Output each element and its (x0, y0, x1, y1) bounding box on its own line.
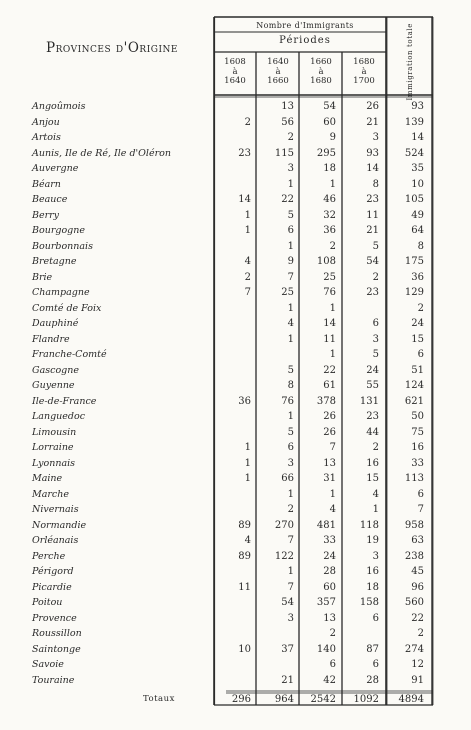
period-value-cell: 9 (329, 132, 336, 143)
total-value-cell: 50 (411, 411, 424, 422)
period-value-cell: 54 (323, 101, 336, 112)
total-value-cell: 124 (404, 380, 424, 391)
period-value-cell: 10 (238, 643, 251, 655)
period-value-cell: 36 (323, 225, 336, 236)
total-cell: 964 (274, 694, 294, 705)
province-name: Anjou (32, 116, 60, 128)
period-value-cell: 1 (287, 302, 294, 314)
province-name: Saintonge (32, 643, 81, 655)
period-value-cell: 1 (244, 473, 251, 484)
province-name: Angoûmois (32, 101, 86, 112)
total-cell: 296 (231, 694, 251, 705)
period-value-cell: 1 (329, 302, 336, 314)
period-value-cell: 11 (238, 581, 251, 593)
period-value-cell: 1 (287, 488, 294, 500)
period-value-cell: 31 (323, 473, 336, 484)
province-name: Béarn (32, 178, 61, 190)
province-name: Périgord (32, 566, 74, 577)
table-row (0, 365, 471, 380)
period-value-cell: 481 (316, 519, 336, 531)
period-value-cell: 2 (244, 271, 251, 283)
period-value-cell: 89 (238, 550, 251, 562)
period-value-cell: 16 (366, 566, 379, 577)
period-value-cell: 14 (323, 318, 336, 329)
table-row (0, 566, 471, 581)
period-value-cell: 21 (281, 674, 294, 686)
period-value-cell: 2 (372, 271, 379, 283)
province-name: Berry (32, 209, 60, 221)
total-value-cell: 36 (411, 271, 424, 283)
period-value-cell: 22 (281, 194, 294, 205)
province-name: Franche-Comté (32, 349, 107, 360)
table-row (0, 287, 471, 302)
period-value-cell: 24 (366, 364, 379, 376)
total-value-cell: 6 (417, 349, 424, 360)
period-value-cell: 19 (366, 535, 379, 546)
table-row (0, 163, 471, 178)
province-name: Gascogne (32, 364, 79, 376)
province-name: Touraine (32, 674, 75, 686)
period-value-cell: 4 (372, 488, 379, 500)
period-value-cell: 1 (372, 504, 379, 515)
period-value-cell: 357 (316, 597, 336, 608)
total-cell: 4894 (398, 694, 424, 705)
province-name: Maine (32, 473, 63, 484)
period-value-cell: 6 (372, 612, 379, 624)
period-value-cell: 46 (323, 194, 336, 205)
period-value-cell: 115 (274, 147, 294, 159)
table-row (0, 272, 471, 287)
period-value-cell: 2 (244, 116, 251, 128)
total-value-cell: 10 (411, 178, 424, 190)
period-value-cell: 5 (287, 209, 294, 221)
table-row (0, 117, 471, 132)
period-value-cell: 61 (323, 380, 336, 391)
period-value-cell: 1 (287, 566, 294, 577)
period-value-cell: 6 (372, 318, 379, 329)
period-value-cell: 4 (244, 535, 251, 546)
total-value-cell: 49 (411, 209, 424, 221)
province-name: Marche (32, 488, 69, 500)
province-name: Lyonnais (32, 457, 76, 469)
table-row (0, 628, 471, 643)
period-value-cell: 9 (287, 256, 294, 267)
total-value-cell: 33 (411, 457, 424, 469)
total-value-cell: 24 (411, 318, 424, 329)
table-row (0, 241, 471, 256)
period-value-cell: 295 (316, 147, 336, 159)
table-row (0, 132, 471, 147)
period-value-cell: 11 (323, 333, 336, 345)
period-value-cell: 1 (244, 457, 251, 469)
period-value-cell: 4 (329, 504, 336, 515)
province-name: Provence (32, 612, 77, 624)
table-row (0, 613, 471, 628)
periodes-header: Périodes (279, 35, 331, 46)
table-row (0, 225, 471, 240)
period-value-cell: 1 (287, 333, 294, 345)
table-row (0, 396, 471, 411)
period-value-cell: 76 (323, 287, 336, 298)
period-value-cell: 1 (244, 209, 251, 221)
period-value-cell: 8 (287, 380, 294, 391)
table-row (0, 458, 471, 473)
period-value-cell: 5 (372, 240, 379, 252)
period-value-cell: 1 (287, 178, 294, 190)
period-value-cell: 26 (323, 426, 336, 438)
period-value-cell: 24 (323, 550, 336, 562)
period-value-cell: 18 (366, 581, 379, 593)
period-value-cell: 25 (323, 271, 336, 283)
period-value-cell: 158 (359, 597, 379, 608)
province-name: Normandie (32, 519, 87, 531)
table-row (0, 334, 471, 349)
total-header-label: Immigration totale (405, 23, 414, 101)
province-name: Bretagne (32, 256, 77, 267)
total-value-cell: 8 (417, 240, 424, 252)
period-value-cell: 16 (366, 457, 379, 469)
period-value-cell: 22 (323, 364, 336, 376)
period-value-cell: 7 (287, 535, 294, 546)
total-value-cell: 560 (404, 597, 424, 608)
province-name: Dauphiné (32, 318, 79, 329)
period-value-cell: 7 (287, 581, 294, 593)
table-row (0, 520, 471, 535)
period-header-4: 1680 à 1700 (353, 57, 375, 86)
table-row (0, 442, 471, 457)
period-value-cell: 1 (287, 411, 294, 422)
total-value-cell: 51 (411, 364, 424, 376)
table-row (0, 380, 471, 395)
period-value-cell: 32 (323, 209, 336, 221)
total-value-cell: 75 (411, 426, 424, 438)
period-value-cell: 6 (287, 225, 294, 236)
period-value-cell: 8 (372, 178, 379, 190)
province-name: Bourgogne (32, 225, 85, 236)
period-value-cell: 87 (366, 643, 379, 655)
total-value-cell: 22 (411, 612, 424, 624)
province-name: Guyenne (32, 380, 75, 391)
period-value-cell: 21 (366, 116, 379, 128)
period-value-cell: 23 (366, 194, 379, 205)
table-row (0, 194, 471, 209)
table-row (0, 675, 471, 690)
total-value-cell: 238 (404, 550, 424, 562)
period-value-cell: 37 (281, 643, 294, 655)
total-value-cell: 958 (404, 519, 424, 531)
period-value-cell: 26 (366, 101, 379, 112)
province-name: Aunis, Ile de Ré, Ile d'Oléron (32, 147, 171, 159)
table-row (0, 473, 471, 488)
table-row (0, 551, 471, 566)
period-value-cell: 108 (316, 256, 336, 267)
total-value-cell: 91 (411, 674, 424, 686)
period-value-cell: 2 (329, 628, 336, 639)
period-value-cell: 7 (244, 287, 251, 298)
period-value-cell: 3 (372, 550, 379, 562)
province-name: Champagne (32, 287, 90, 298)
province-name: Orléanais (32, 535, 79, 546)
province-name: Artois (32, 132, 61, 143)
period-value-cell: 1 (329, 488, 336, 500)
province-name: Bourbonnais (32, 240, 93, 252)
table-row (0, 582, 471, 597)
period-value-cell: 4 (244, 256, 251, 267)
table-row (0, 427, 471, 442)
period-value-cell: 18 (323, 163, 336, 174)
total-value-cell: 15 (411, 333, 424, 345)
period-value-cell: 7 (329, 442, 336, 453)
period-value-cell: 122 (274, 550, 294, 562)
province-name: Ile-de-France (32, 395, 97, 407)
total-value-cell: 113 (404, 473, 424, 484)
total-value-cell: 7 (417, 504, 424, 515)
period-value-cell: 1 (287, 240, 294, 252)
total-value-cell: 12 (411, 659, 424, 670)
total-value-cell: 105 (404, 194, 424, 205)
table-row (0, 644, 471, 659)
table-row (0, 318, 471, 333)
total-value-cell: 6 (417, 488, 424, 500)
table-row (0, 489, 471, 504)
province-name: Roussillon (32, 628, 82, 639)
period-value-cell: 1 (244, 442, 251, 453)
province-name: Auvergne (32, 163, 79, 174)
total-value-cell: 621 (404, 395, 424, 407)
period-value-cell: 89 (238, 519, 251, 531)
total-header (388, 22, 432, 102)
nombre-header: Nombre d'Immigrants (256, 21, 354, 30)
period-value-cell: 5 (372, 349, 379, 360)
period-value-cell: 5 (287, 426, 294, 438)
period-value-cell: 3 (287, 612, 294, 624)
total-value-cell: 63 (411, 535, 424, 546)
period-value-cell: 28 (323, 566, 336, 577)
period-value-cell: 13 (323, 457, 336, 469)
table-row (0, 504, 471, 519)
period-value-cell: 140 (316, 643, 336, 655)
period-value-cell: 3 (372, 333, 379, 345)
period-value-cell: 23 (238, 147, 251, 159)
province-name: Poitou (32, 597, 63, 608)
period-header-1: 1608 à 1640 (224, 57, 246, 86)
period-value-cell: 6 (372, 659, 379, 670)
province-name: Nivernais (32, 504, 79, 515)
period-value-cell: 14 (238, 194, 251, 205)
total-value-cell: 14 (411, 132, 424, 143)
table-row (0, 101, 471, 116)
period-value-cell: 93 (366, 147, 379, 159)
total-value-cell: 45 (411, 566, 424, 577)
period-value-cell: 11 (366, 209, 379, 221)
period-value-cell: 13 (281, 101, 294, 112)
period-value-cell: 33 (323, 535, 336, 546)
table-row (0, 210, 471, 225)
total-value-cell: 16 (411, 442, 424, 453)
period-value-cell: 60 (323, 116, 336, 128)
province-name: Comté de Foix (32, 302, 102, 314)
total-value-cell: 524 (404, 147, 424, 159)
province-name: Flandre (32, 333, 70, 345)
table-row (0, 659, 471, 674)
total-value-cell: 129 (404, 287, 424, 298)
period-header-2: 1640 à 1660 (267, 57, 289, 86)
period-value-cell: 54 (366, 256, 379, 267)
period-value-cell: 76 (281, 395, 294, 407)
province-name: Savoie (32, 659, 64, 670)
period-value-cell: 66 (281, 473, 294, 484)
period-value-cell: 270 (274, 519, 294, 531)
period-value-cell: 21 (366, 225, 379, 236)
period-value-cell: 131 (359, 395, 379, 407)
period-header-3: 1660 à 1680 (310, 57, 332, 86)
totals-row (0, 694, 471, 709)
period-value-cell: 6 (329, 659, 336, 670)
table-row (0, 535, 471, 550)
table-row (0, 179, 471, 194)
total-value-cell: 175 (404, 256, 424, 267)
province-name: Picardie (32, 581, 72, 593)
period-value-cell: 1 (329, 349, 336, 360)
period-value-cell: 14 (366, 163, 379, 174)
total-value-cell: 96 (411, 581, 424, 593)
period-value-cell: 60 (323, 581, 336, 593)
total-value-cell: 93 (411, 101, 424, 112)
province-name: Limousin (32, 426, 77, 438)
period-value-cell: 28 (366, 674, 379, 686)
period-value-cell: 44 (366, 426, 379, 438)
period-value-cell: 23 (366, 411, 379, 422)
provinces-header: Provinces d'Origine (46, 40, 178, 56)
province-name: Perche (32, 550, 66, 562)
total-value-cell: 35 (411, 163, 424, 174)
period-value-cell: 56 (281, 116, 294, 128)
period-value-cell: 3 (287, 163, 294, 174)
period-value-cell: 2 (287, 132, 294, 143)
period-value-cell: 4 (287, 318, 294, 329)
total-value-cell: 64 (411, 225, 424, 236)
table-row (0, 411, 471, 426)
period-value-cell: 5 (287, 364, 294, 376)
table-row (0, 303, 471, 318)
total-value-cell: 274 (404, 643, 424, 655)
period-value-cell: 25 (281, 287, 294, 298)
period-value-cell: 1 (329, 178, 336, 190)
period-value-cell: 1 (244, 225, 251, 236)
period-value-cell: 15 (366, 473, 379, 484)
period-value-cell: 3 (372, 132, 379, 143)
totals-label: Totaux (143, 694, 175, 704)
period-value-cell: 55 (366, 380, 379, 391)
province-name: Beauce (32, 194, 68, 205)
province-name: Brie (32, 271, 53, 283)
period-value-cell: 378 (316, 395, 336, 407)
total-value-cell: 2 (417, 628, 424, 639)
period-value-cell: 36 (238, 395, 251, 407)
period-value-cell: 6 (287, 442, 294, 453)
period-value-cell: 13 (323, 612, 336, 624)
period-value-cell: 2 (287, 504, 294, 515)
table-row (0, 256, 471, 271)
total-cell: 2542 (310, 694, 336, 705)
province-name: Lorraine (32, 442, 74, 453)
period-value-cell: 23 (366, 287, 379, 298)
period-value-cell: 2 (372, 442, 379, 453)
period-value-cell: 7 (287, 271, 294, 283)
total-cell: 1092 (353, 694, 379, 705)
period-value-cell: 42 (323, 674, 336, 686)
table-row (0, 148, 471, 163)
period-value-cell: 118 (359, 519, 379, 531)
period-value-cell: 2 (329, 240, 336, 252)
table-row (0, 349, 471, 364)
period-value-cell: 54 (281, 597, 294, 608)
province-name: Languedoc (32, 411, 86, 422)
total-value-cell: 139 (404, 116, 424, 128)
period-value-cell: 3 (287, 457, 294, 469)
period-value-cell: 26 (323, 411, 336, 422)
total-value-cell: 2 (417, 302, 424, 314)
table-row (0, 597, 471, 612)
